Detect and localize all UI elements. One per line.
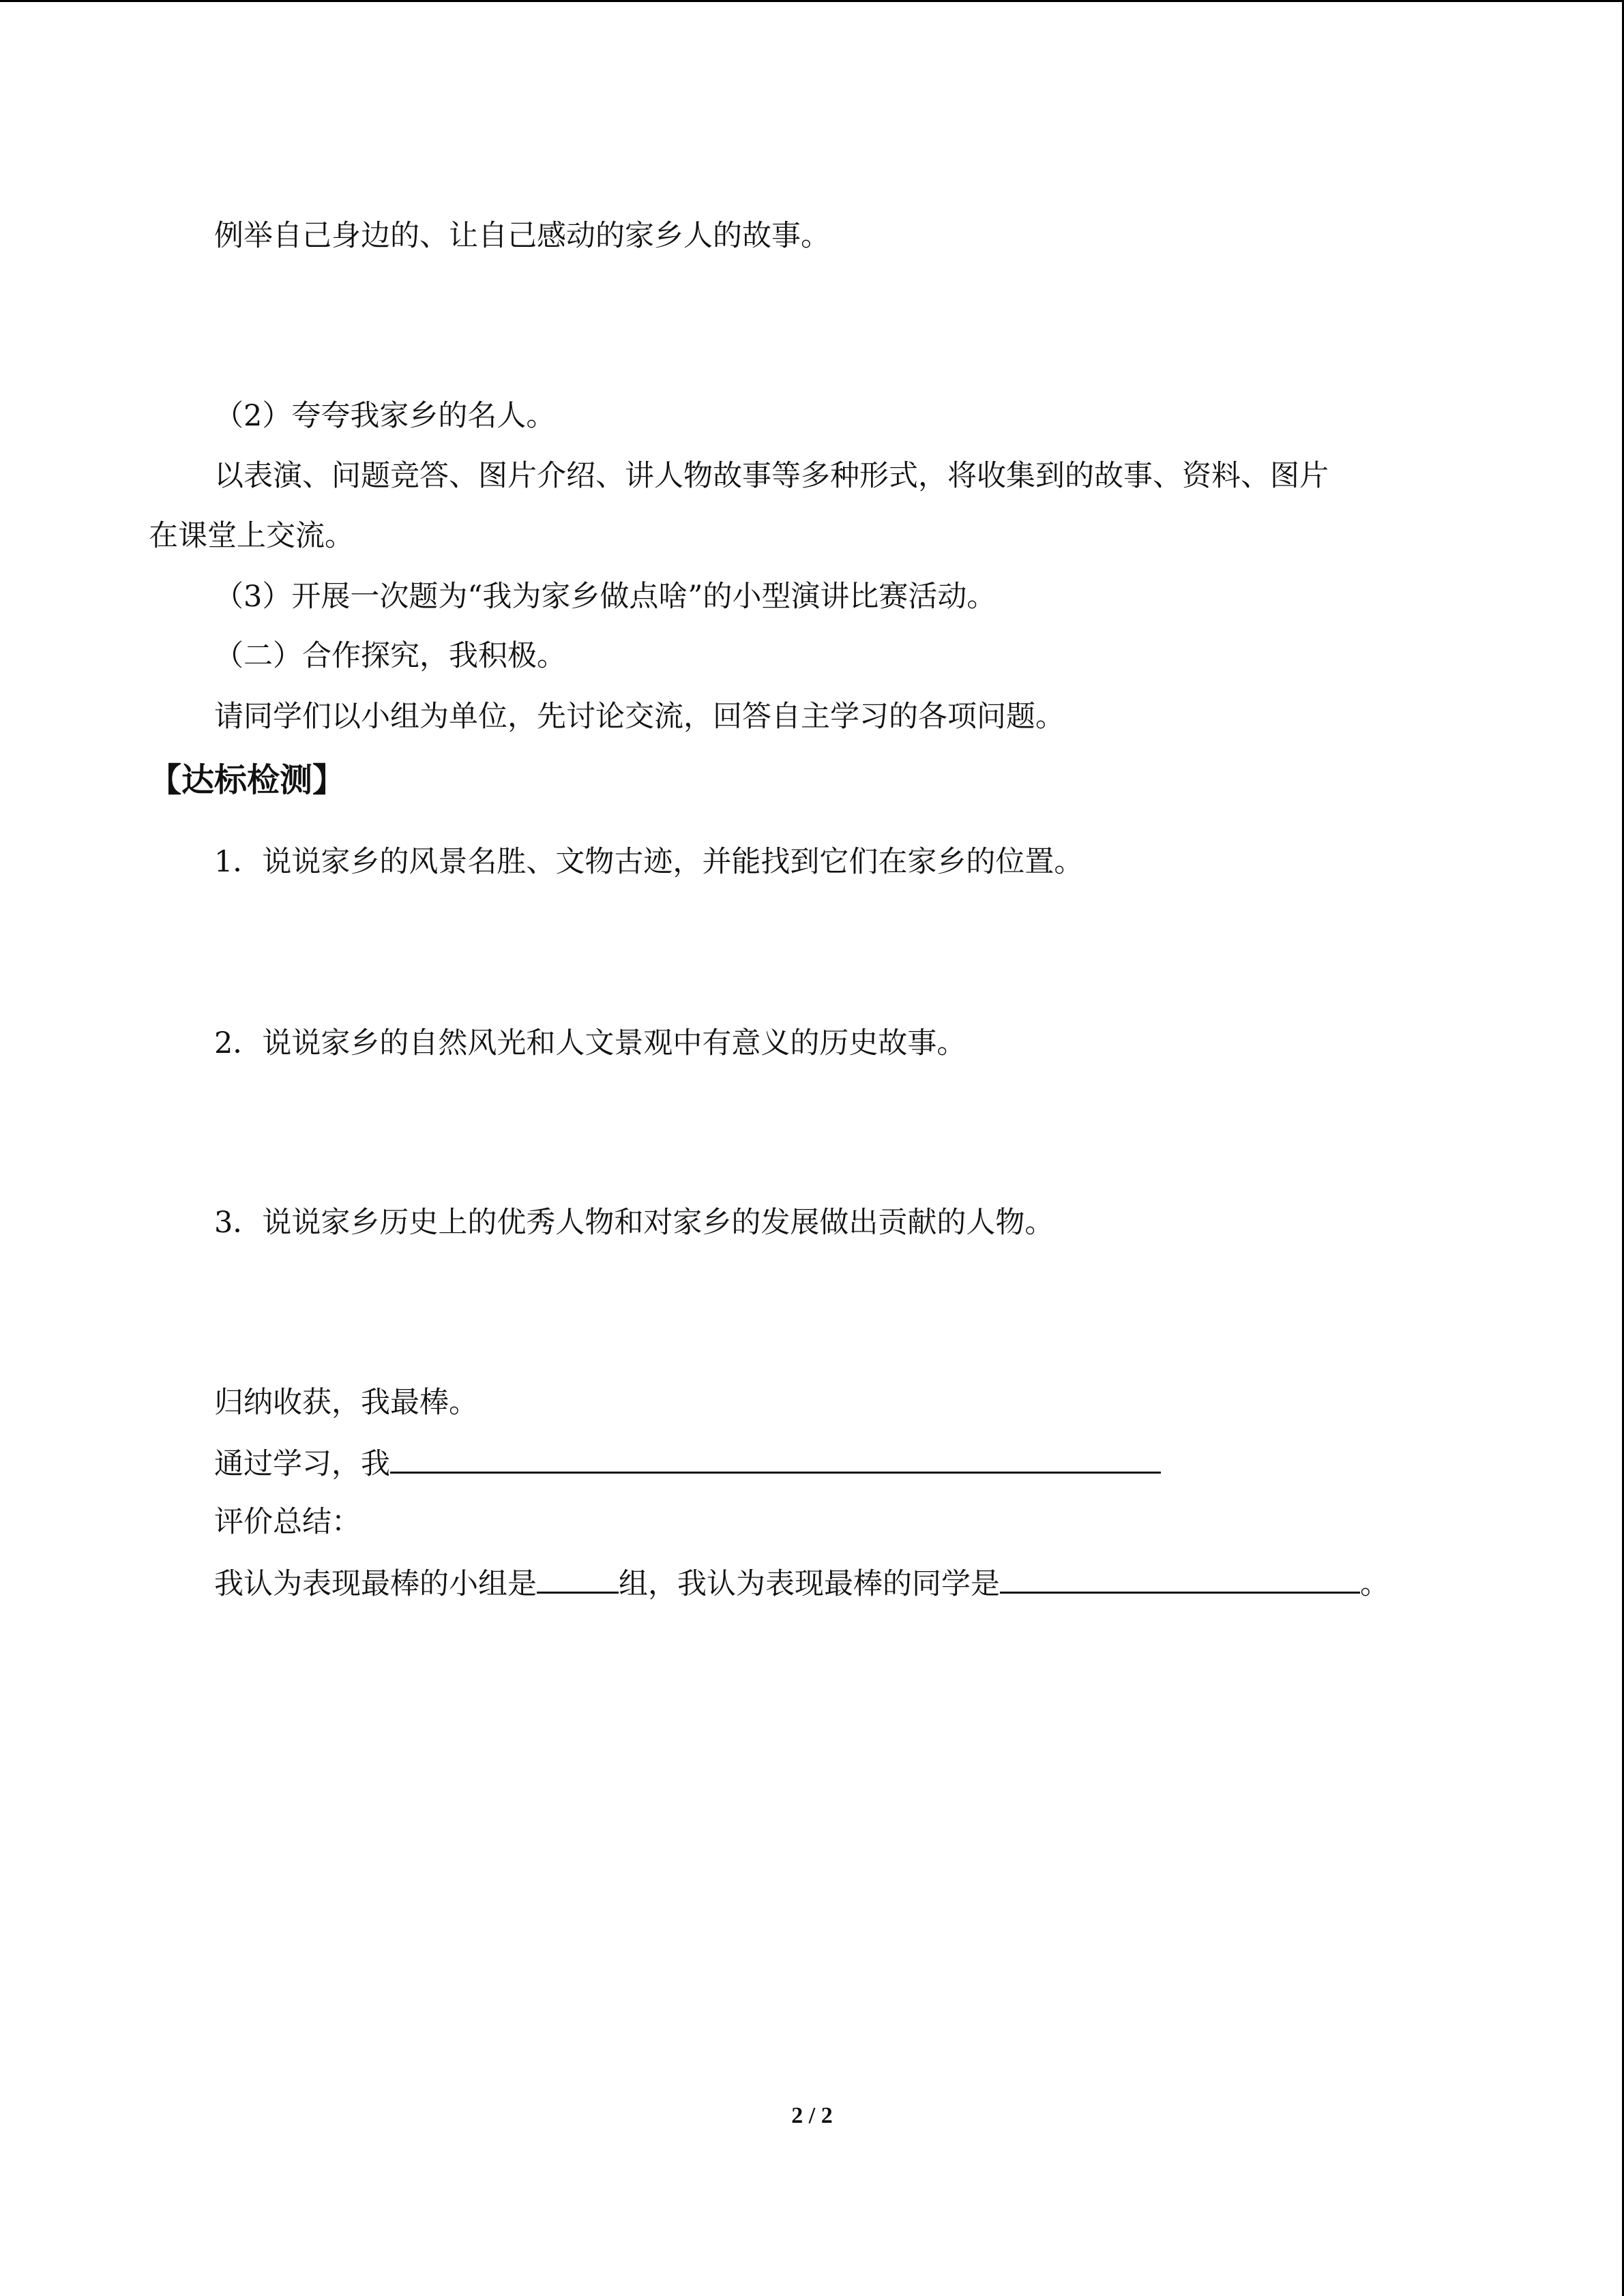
body-paragraph-3-line-2: 在课堂上交流。: [149, 519, 354, 553]
question-1: 1．说说家乡的风景名胜、文物古迹，并能找到它们在家乡的位置。: [214, 845, 1084, 879]
best-student-blank[interactable]: [1000, 1562, 1360, 1594]
section-heading: 【达标检测】: [149, 761, 346, 799]
summary-line-4-prefix: 我认为表现最棒的小组是: [214, 1567, 537, 1601]
body-paragraph-4: （3）开展一次题为“我为家乡做点啥”的小型演讲比赛活动。: [214, 580, 996, 614]
summary-line-4: [214, 1562, 1389, 1605]
summary-line-3: 评价总结：: [214, 1505, 361, 1539]
body-paragraph-6: 请同学们以小组为单位，先讨论交流，回答自主学习的各项问题。: [214, 700, 1065, 734]
summary-line-1: 归纳收获，我最棒。: [214, 1386, 478, 1420]
summary-line-2: [214, 1442, 1161, 1485]
question-2: 2．说说家乡的自然风光和人文景观中有意义的历史故事。: [214, 1026, 966, 1060]
body-paragraph-3-line-1: 以表演、问题竞答、图片介绍、讲人物故事等多种形式，将收集到的故事、资料、图片: [214, 459, 1329, 493]
body-paragraph-1: 例举自己身边的、让自己感动的家乡人的故事。: [214, 219, 830, 253]
page-number: 2 / 2: [791, 2103, 833, 2128]
learning-outcome-blank[interactable]: [390, 1442, 1161, 1474]
summary-line-4-suffix: 。: [1360, 1567, 1389, 1601]
body-paragraph-2: （2）夸夸我家乡的名人。: [214, 399, 556, 433]
question-3: 3．说说家乡历史上的优秀人物和对家乡的发展做出贡献的人物。: [214, 1206, 1054, 1240]
summary-line-4-middle: 组，我认为表现最棒的同学是: [619, 1567, 1000, 1601]
summary-line-2-prefix: 通过学习，我: [214, 1447, 390, 1481]
best-group-blank[interactable]: [537, 1562, 619, 1594]
body-paragraph-5: （二）合作探究，我积极。: [214, 639, 566, 673]
